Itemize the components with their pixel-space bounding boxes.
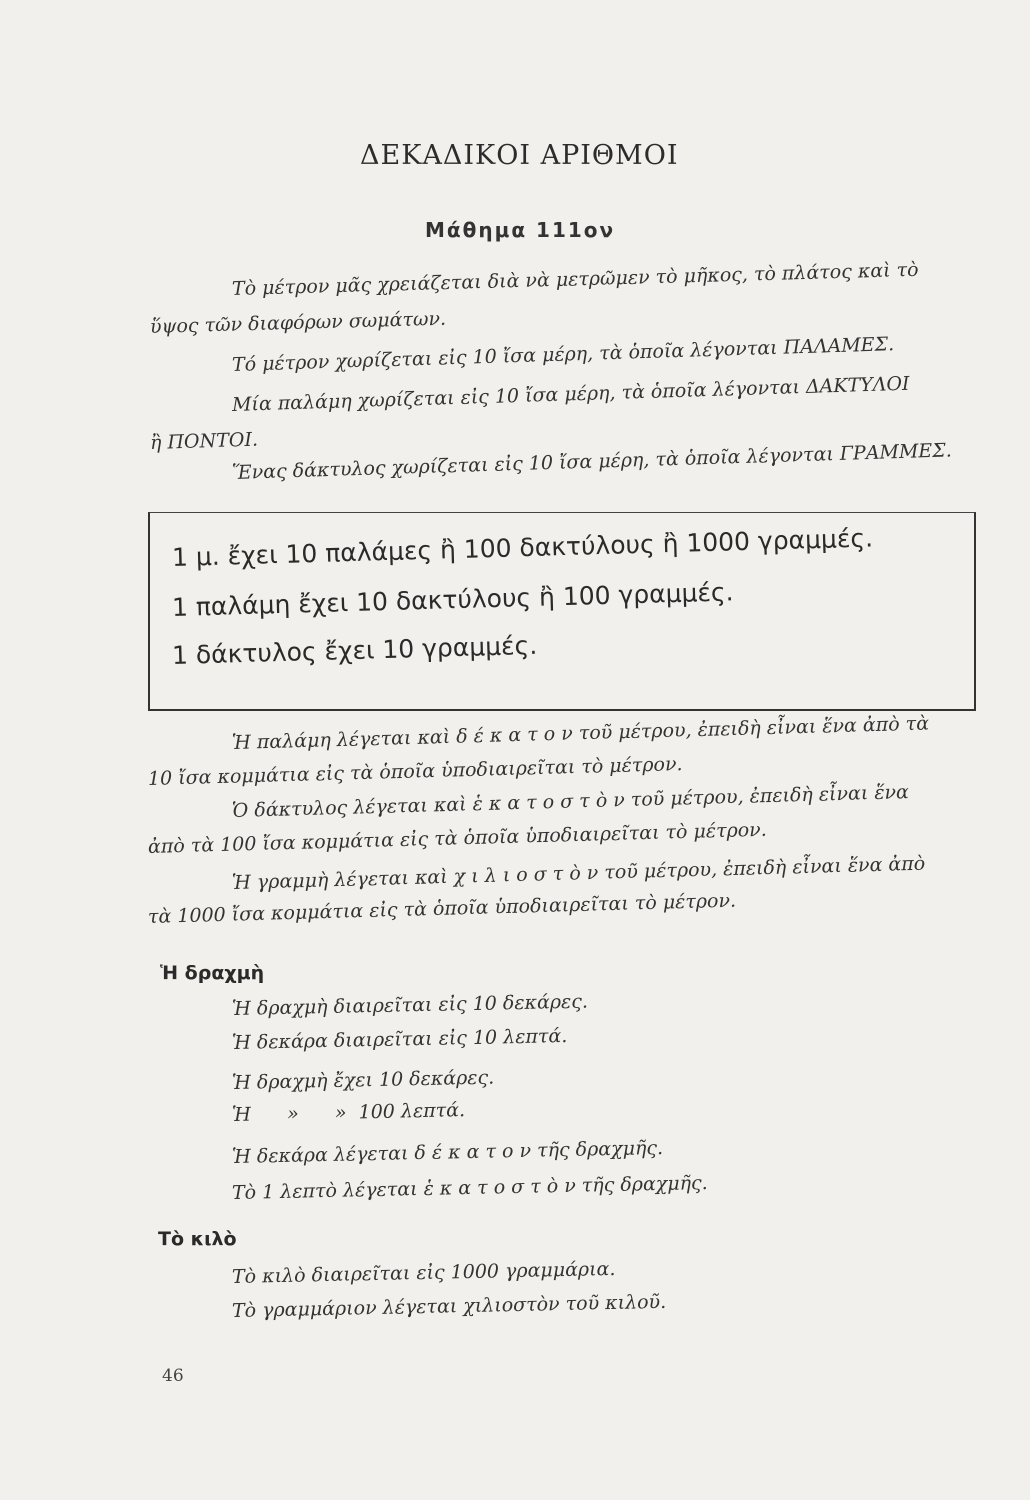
drachma-line: Ἡ » » 100 λεπτά. (231, 1099, 466, 1126)
drachma-heading: Ἡ δραχμὴ (160, 962, 265, 984)
summary-line: 1 παλάμη ἔχει 10 δακτύλους ἢ 100 γραμμές. (171, 577, 734, 622)
intro-line: Μία παλάμη χωρίζεται εἰς 10 ἴσα μέρη, τὰ ὁποῖα λέγονται ΔΑΚΤΥΛΟΙ (231, 372, 910, 416)
intro-line: Τό μέτρον χωρίζεται εἰς 10 ἴσα μέρη, τὰ ὁποῖα λέγονται ΠΑΛΑΜΕΣ. (231, 333, 895, 376)
intro-line: Ἕνας δάκτυλος χωρίζεται εἰς 10 ἴσα μέρη, τὰ ὁποῖα λέγονται ΓΡΑΜΜΕΣ. (231, 439, 953, 484)
lesson-heading: Μάθημα 111ον (425, 218, 616, 242)
drachma-line: Ἡ δραχμὴ διαιρεῖται εἰς 10 δεκάρες. (231, 990, 589, 1020)
page-number: 46 (162, 1366, 184, 1386)
page-title: ΔΕΚΑΔΙΚΟΙ ΑΡΙΘΜΟΙ (360, 140, 679, 171)
kilo-line: Τὸ κιλὸ διαιρεῖται εἰς 1000 γραμμάρια. (231, 1257, 616, 1288)
explanation-line: 10 ἴσα κομμάτια εἰς τὰ ὁποῖα ὑποδιαιρεῖται τὸ μέτρον. (147, 753, 683, 790)
drachma-line: Τὸ 1 λεπτὸ λέγεται ἑ κ α τ ο σ τ ὸ ν τῆς δραχμῆς. (231, 1172, 708, 1204)
drachma-line: Ἡ δεκάρα διαιρεῖται εἰς 10 λεπτά. (231, 1024, 568, 1054)
kilo-line: Τὸ γραμμάριον λέγεται χιλιοστὸν τοῦ κιλοῦ. (231, 1290, 667, 1322)
kilo-heading: Τὸ κιλὸ (158, 1228, 237, 1250)
summary-box (148, 512, 976, 711)
explanation-line: Ἡ γραμμὴ λέγεται καὶ χ ι λ ι ο σ τ ὸ ν τοῦ μέτρου, ἐπειδὴ εἶναι ἕνα ἀπὸ (231, 852, 926, 894)
summary-line: 1 μ. ἔχει 10 παλάμες ἢ 100 δακτύλους ἢ 1000 γραμμές. (171, 523, 874, 572)
explanation-line: τὰ 1000 ἴσα κομμάτια εἰς τὰ ὁποῖα ὑποδιαιρεῖται τὸ μέτρον. (147, 889, 737, 928)
intro-line: ἢ ΠΟΝΤΟΙ. (149, 428, 259, 454)
summary-line: 1 δάκτυλος ἔχει 10 γραμμές. (171, 630, 538, 670)
drachma-line: Ἡ δεκάρα λέγεται δ έ κ α τ ο ν τῆς δραχμῆς. (231, 1136, 664, 1168)
explanation-line: Ὁ δάκτυλος λέγεται καὶ ἑ κ α τ ο σ τ ὸ ν τοῦ μέτρου, ἐπειδὴ εἶναι ἕνα (231, 781, 910, 822)
intro-line: Τὸ μέτρον μᾶς χρειάζεται διὰ νὰ μετρῶμεν τὸ μῆκος, τὸ πλάτος καὶ τὸ (231, 258, 919, 300)
explanation-line: ἀπὸ τὰ 100 ἴσα κομμάτια εἰς τὰ ὁποῖα ὑποδιαιρεῖται τὸ μέτρον. (147, 818, 768, 858)
intro-line: ὕψος τῶν διαφόρων σωμάτων. (149, 307, 447, 338)
drachma-line: Ἡ δραχμὴ ἔχει 10 δεκάρες. (231, 1066, 495, 1094)
explanation-line: Ἡ παλάμη λέγεται καὶ δ έ κ α τ ο ν τοῦ μέτρου, ἐπειδὴ εἶναι ἕνα ἀπὸ τὰ (231, 712, 930, 754)
